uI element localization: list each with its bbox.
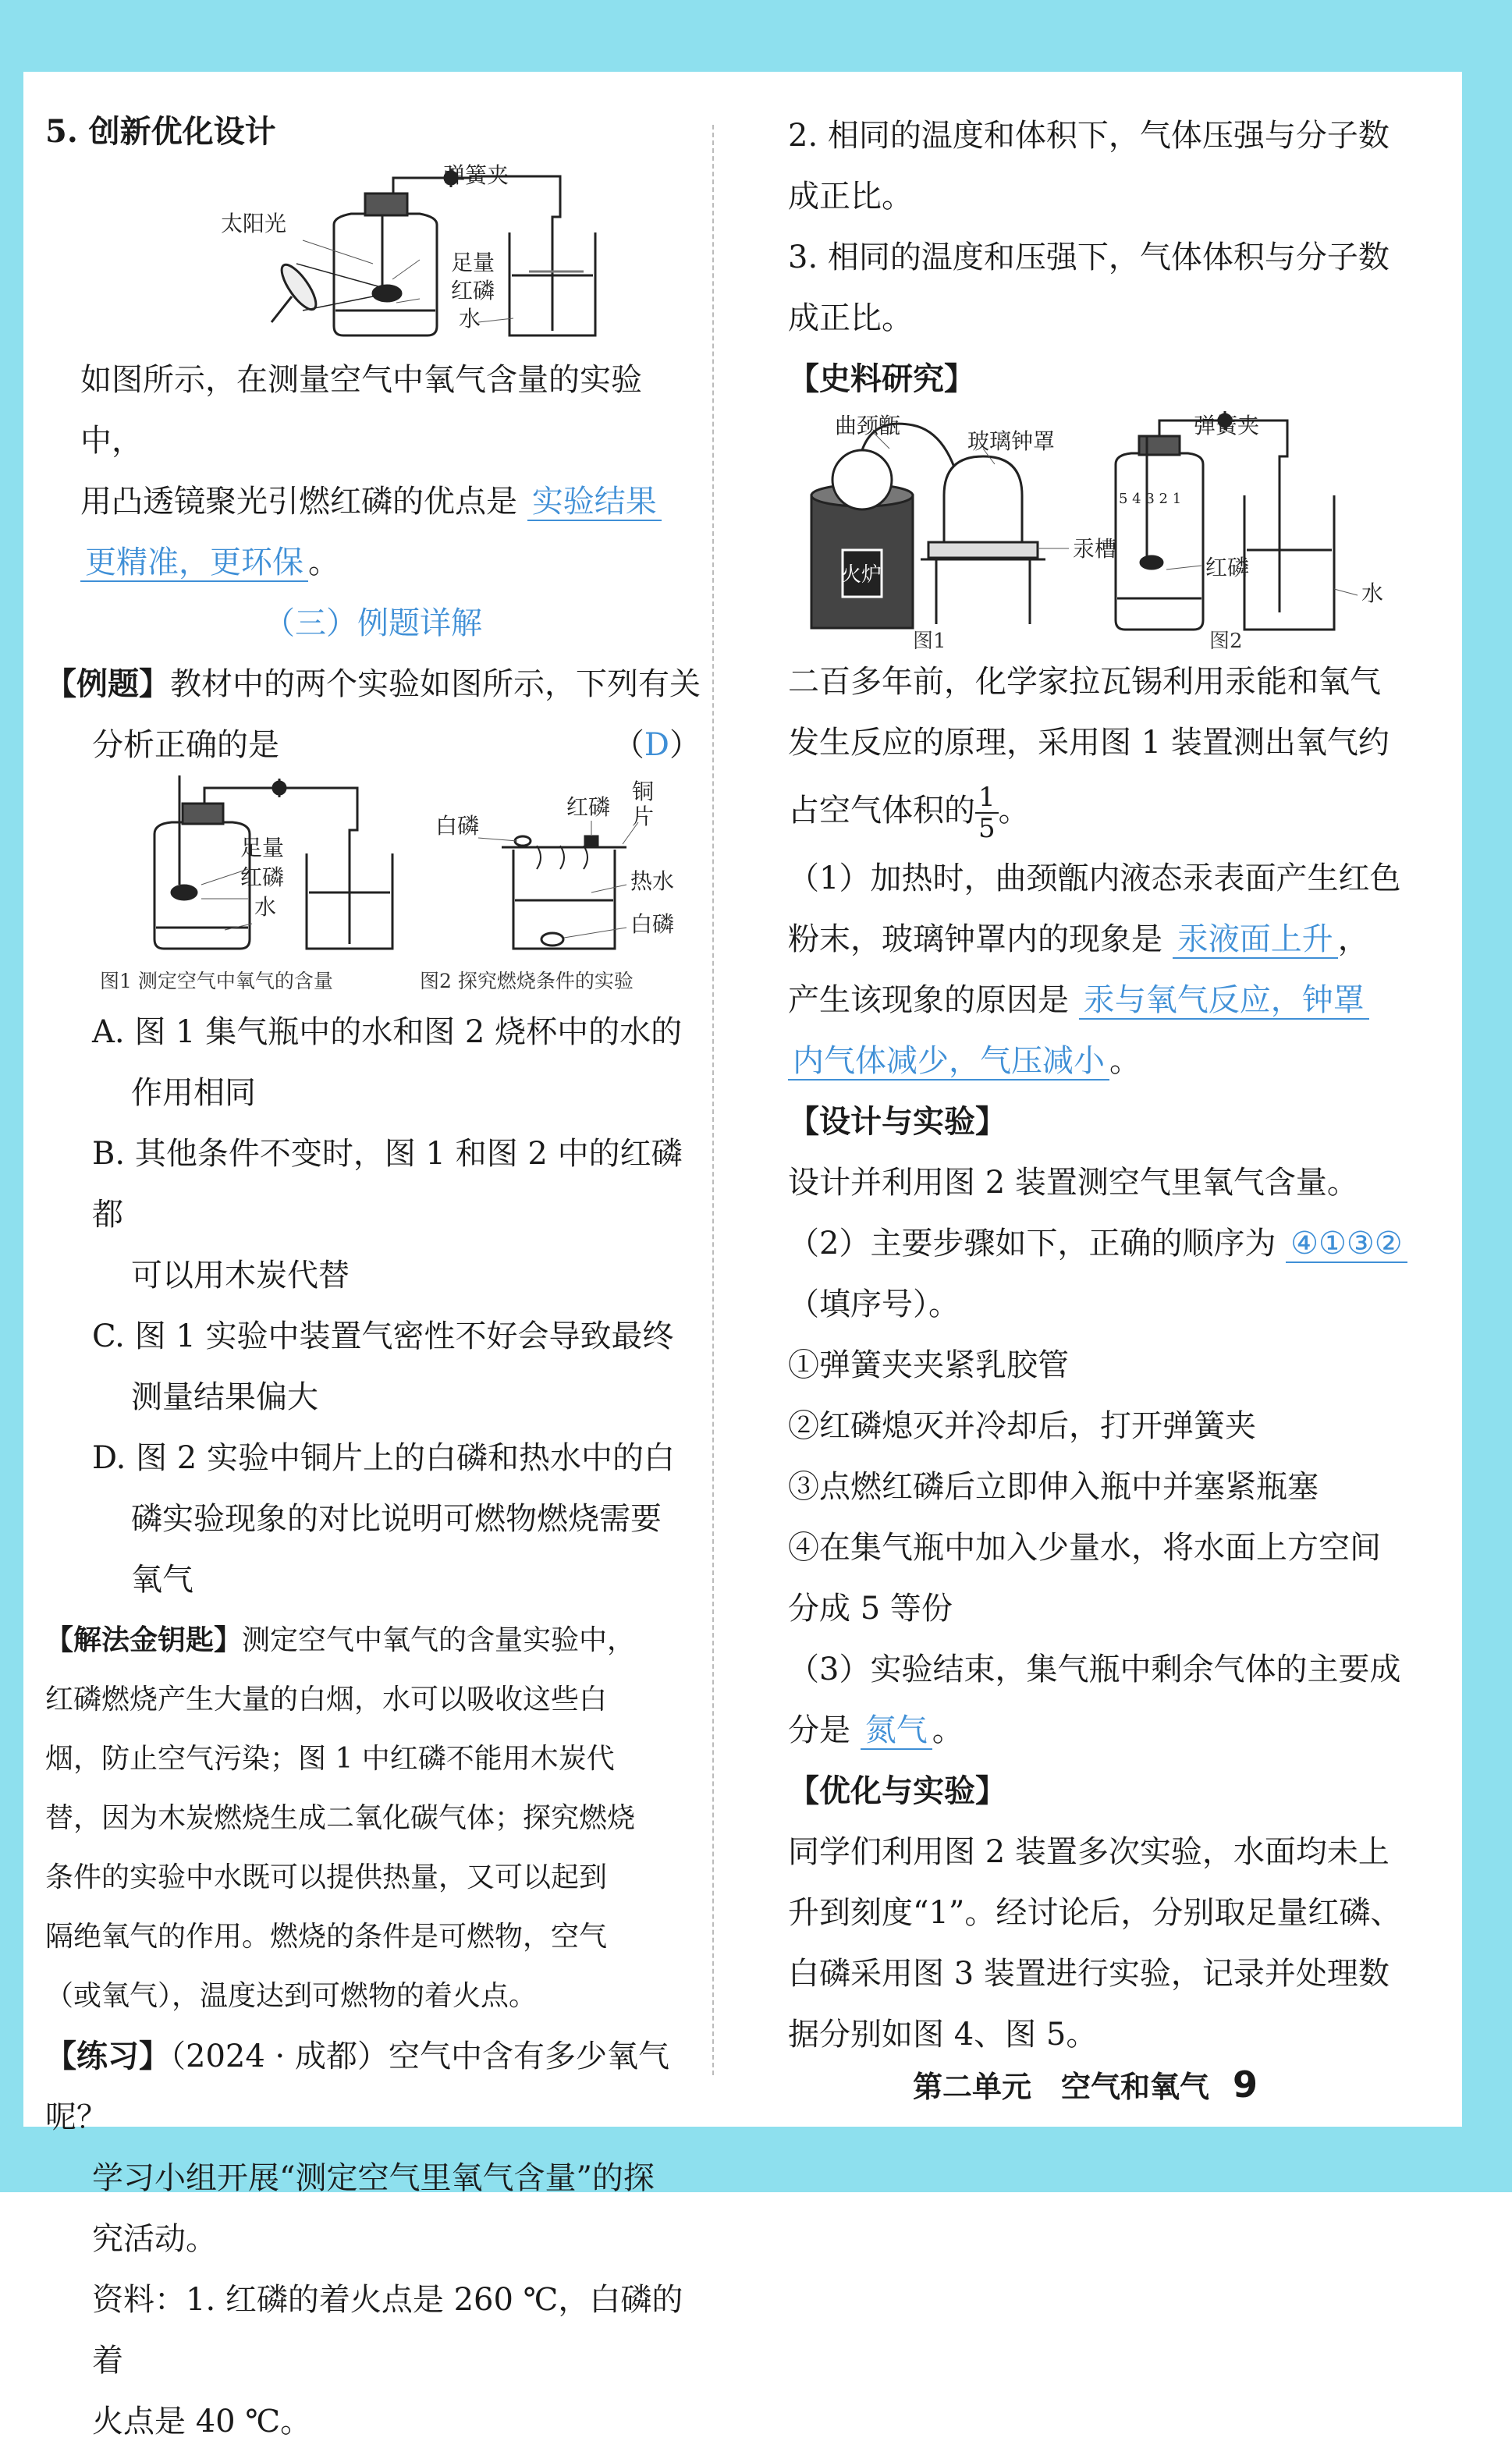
q3-line-2: 分是 氮气 。 xyxy=(788,1712,964,1748)
label-spring-clip: 弹簧夹 xyxy=(1194,413,1260,438)
history-line-3: 占空气体积的 $\frac{1}{5}$ 。 xyxy=(788,782,1030,844)
lens-ignition-figure xyxy=(45,162,701,350)
q1-answer-reason-1: 汞与氧气反应，钟罩 xyxy=(1079,982,1369,1020)
unit-title: 第二单元 空气和氧气 xyxy=(913,2070,1210,2104)
history-fig2-caption: 图2 xyxy=(1209,630,1243,651)
key-line-2: 红磷燃烧产生大量的白烟，水可以吸收这些白 xyxy=(45,1684,608,1716)
optimize-tag: 【优化与实验】 xyxy=(788,1772,1006,1809)
q1-line-4: 内气体减少，气压减小 。 xyxy=(788,1031,1443,1091)
example-line-2: 分析正确的是 （D） xyxy=(45,715,701,775)
q5-answer-part-1: 实验结果 xyxy=(527,484,662,521)
optimize-line-1: 同学们利用图 2 装置多次实验，水面均未上 xyxy=(788,1834,1390,1870)
key-line-5: 条件的实验中水既可以提供热量，又可以起到 xyxy=(45,1861,608,1893)
option-b-line-2: 可以用木炭代替 xyxy=(131,1258,350,1293)
label-clip: 弹簧夹 xyxy=(443,162,509,188)
practice-tag: 【练习】 xyxy=(45,2038,170,2074)
example-figures xyxy=(45,775,701,1002)
history-figures-diagram xyxy=(788,410,1443,651)
option-c-line-1: C. 图 1 实验中装置气密性不好会导致最终 xyxy=(92,1318,674,1354)
history-tag: 【史料研究】 xyxy=(788,360,975,397)
design-text: 设计并利用图 2 装置测空气里氧气含量。 xyxy=(788,1165,1358,1201)
option-a-line-2: 作用相同 xyxy=(131,1075,256,1111)
page-footer xyxy=(913,2063,1258,2106)
column-divider xyxy=(712,125,714,2075)
key-line-6: 隔绝氧气的作用。燃烧的条件是可燃物，空气 xyxy=(45,1921,608,1953)
label-red-phosphorus: 红磷 xyxy=(451,278,495,303)
q2-answer: ④①③② xyxy=(1286,1226,1407,1263)
example-figures-diagram xyxy=(45,775,701,1002)
practice-line-3: 究活动。 xyxy=(92,2221,217,2257)
right-column xyxy=(788,105,1443,2065)
info-line-3: 3. 相同的温度和压强下，气体体积与分子数 xyxy=(788,240,1390,275)
q1-answer-reason-2: 内气体减少，气压减小 xyxy=(788,1043,1109,1081)
q1-line-3: 产生该现象的原因是 汞与氧气反应，钟罩 xyxy=(788,970,1443,1031)
label-bell-jar: 玻璃钟罩 xyxy=(967,428,1056,454)
step-1: ①弹簧夹夹紧乳胶管 xyxy=(788,1347,1069,1383)
fig1-caption: 图1 测定空气中氧气的含量 xyxy=(100,970,333,992)
label-furnace: 火炉 xyxy=(841,563,882,587)
fig2-label-copper-1: 铜 xyxy=(632,779,655,804)
q5-line-3: 更精准，更环保 。 xyxy=(45,532,701,593)
lens-apparatus-diagram xyxy=(45,162,701,350)
fig1-label-water: 水 xyxy=(254,894,277,920)
q1-line-1: （1）加热时，曲颈甑内液态汞表面产生红色 xyxy=(788,861,1401,896)
info-line-4: 成正比。 xyxy=(788,300,913,336)
key-line-4: 替，因为木炭燃烧生成二氧化碳气体；探究燃烧 xyxy=(45,1802,636,1834)
fig2-label-red-phosphorus: 红磷 xyxy=(566,794,611,820)
q3-line-1: （3）实验结束，集气瓶中剩余气体的主要成 xyxy=(788,1652,1401,1687)
fig2-label-copper-2: 片 xyxy=(632,804,655,829)
label-ample: 足量 xyxy=(451,250,495,275)
step-3: ③点燃红磷后立即伸入瓶中并塞紧瓶塞 xyxy=(788,1469,1319,1505)
info-line-1: 2. 相同的温度和体积下，气体压强与分子数 xyxy=(788,118,1390,154)
key-line-7: （或氧气），温度达到可燃物的着火点。 xyxy=(45,1980,538,2012)
fig1-label-red-phosphorus: 红磷 xyxy=(240,864,285,890)
example-answer-box: （D） xyxy=(612,727,701,763)
q2-line-1: （2）主要步骤如下，正确的顺序为 ④①③② xyxy=(788,1213,1443,1274)
label-retort: 曲颈甑 xyxy=(835,413,901,438)
q5-answer-part-2: 更精准，更环保 xyxy=(80,545,308,582)
practice-line-5: 火点是 40 ℃。 xyxy=(92,2404,312,2440)
optimize-line-4: 据分别如图 4、图 5。 xyxy=(788,2017,1098,2053)
example-answer: D xyxy=(644,727,669,763)
page-border-left xyxy=(0,0,23,2192)
design-tag: 【设计与实验】 xyxy=(788,1103,1006,1140)
example-section-title: （三）例题详解 xyxy=(264,605,482,641)
option-d-line-3: 氧气 xyxy=(131,1562,193,1598)
option-c-line-2: 测量结果偏大 xyxy=(131,1379,318,1415)
option-d-line-1: D. 图 2 实验中铜片上的白磷和热水中的白 xyxy=(92,1440,675,1476)
key-line-3: 烟，防止空气污染；图 1 中红磷不能用木炭代 xyxy=(45,1743,615,1775)
section-5-title: 5. 创新优化设计 xyxy=(45,113,276,150)
history-figures xyxy=(788,410,1443,651)
left-column xyxy=(45,101,701,2452)
fig2-caption: 图2 探究燃烧条件的实验 xyxy=(420,970,634,992)
label-water: 水 xyxy=(1361,580,1384,606)
fig2-label-hot-water: 热水 xyxy=(630,868,675,894)
history-line-2: 发生反应的原理，采用图 1 装置测出氧气约 xyxy=(788,725,1390,761)
practice-line-4: 资料：1. 红磷的着火点是 260 ℃，白磷的着 xyxy=(92,2282,683,2379)
optimize-line-2: 升到刻度“1”。经讨论后，分别取足量红磷、 xyxy=(788,1895,1402,1931)
key-line-1: 【解法金钥匙】测定空气中氧气的含量实验中， xyxy=(45,1623,636,1656)
label-scale: 5 4 3 2 1 xyxy=(1119,491,1182,507)
page-border-top xyxy=(0,0,1512,72)
example-tag: 【例题】 xyxy=(45,665,170,702)
label-water: 水 xyxy=(459,306,481,332)
practice-line-1: 【练习】（2024 · 成都）空气中含有多少氧气呢？ xyxy=(45,2038,669,2135)
step-2: ②红磷熄灭并冷却后，打开弹簧夹 xyxy=(788,1408,1256,1444)
fig1-label-ample: 足量 xyxy=(240,835,285,861)
q1-answer-phenomenon: 汞液面上升 xyxy=(1173,921,1338,959)
option-a-line-1: A. 图 1 集气瓶中的水和图 2 烧杯中的水的 xyxy=(92,1014,683,1050)
example-line-1: 【例题】教材中的两个实验如图所示，下列有关 xyxy=(45,665,701,702)
history-line-1: 二百多年前，化学家拉瓦锡利用汞能和氧气 xyxy=(788,664,1381,700)
q2-note: （填序号）。 xyxy=(788,1286,960,1322)
label-sunlight: 太阳光 xyxy=(221,211,287,236)
key-tag: 【解法金钥匙】 xyxy=(45,1623,243,1656)
page-number: 9 xyxy=(1233,2063,1258,2106)
fig2-label-white-phosphorus: 白磷 xyxy=(435,813,480,839)
option-d-line-2: 磷实验现象的对比说明可燃物燃烧需要 xyxy=(131,1501,662,1537)
label-red-phosphorus: 红磷 xyxy=(1205,555,1250,580)
q1-line-2: 粉末，玻璃钟罩内的现象是 汞液面上升 ， xyxy=(788,921,1369,957)
step-4: ④在集气瓶中加入少量水，将水面上方空间 xyxy=(788,1530,1381,1566)
step-4-cont: 分成 5 等份 xyxy=(788,1591,953,1627)
option-b-line-1: B. 其他条件不变时，图 1 和图 2 中的红磷都 xyxy=(92,1136,683,1233)
q5-line-1: 如图所示，在测量空气中氧气含量的实验中， xyxy=(80,362,642,459)
q5-line-2: 用凸透镜聚光引燃红磷的优点是 实验结果 xyxy=(45,471,701,532)
optimize-line-3: 白磷采用图 3 装置进行实验，记录并处理数 xyxy=(788,1956,1390,1992)
history-fig1-caption: 图1 xyxy=(913,630,946,651)
page-border-right xyxy=(1462,0,1512,2192)
q3-answer: 氮气 xyxy=(861,1712,932,1750)
fig2-label-white-phosphorus-2: 白磷 xyxy=(630,911,675,937)
solution-key xyxy=(45,1610,701,2026)
fraction-one-fifth: $\frac{1}{5}$ xyxy=(975,782,999,843)
label-mercury-trough: 汞槽 xyxy=(1073,536,1117,562)
practice-line-2: 学习小组开展“测定空气里氧气含量”的探 xyxy=(92,2160,655,2196)
info-line-2: 成正比。 xyxy=(788,179,913,215)
